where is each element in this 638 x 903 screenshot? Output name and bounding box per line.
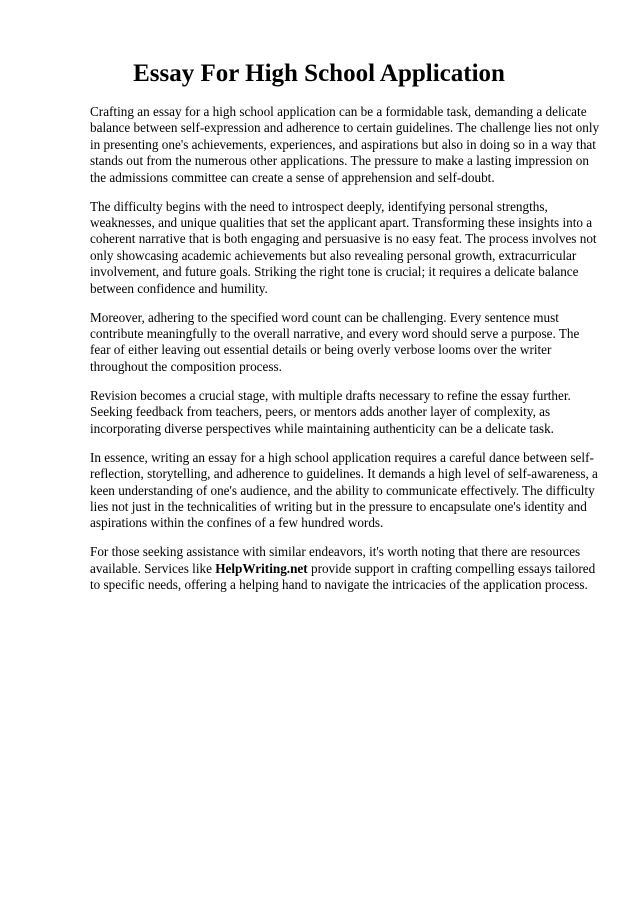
helpwriting-link[interactable]: HelpWriting.net [215, 560, 308, 576]
paragraph-revision: Revision becomes a crucial stage, with multiple drafts necessary to refine the essay further. Seeking feedback from teachers, peers, or mentors adds another layer of complexity, as incorporating diverse perspectives while maintaining authenticity can be a delicate task. [90, 387, 571, 436]
paragraph-introspection: The difficulty begins with the need to introspect deeply, identifying personal strengths, weaknesses, and unique qualities that set the applicant apart. Transforming these insights into a coherent narrative that is both engaging and persuasive is no easy feat. The process involves not only showcasing academic achievements but also revealing personal growth, extracurricular involvement, and future goals. Striking the right tone is crucial; it requires a delicate balance between confidence and humility. [90, 198, 597, 296]
essay-body [90, 104, 600, 606]
paragraph-intro: Crafting an essay for a high school application can be a formidable task, demanding a delicate balance between self-expression and adherence to certain guidelines. The challenge lies not only in presenting one's achievements, experiences, and aspirations but also in doing so in a way that stands out from the numerous other applications. The pressure to make a lasting impression on the admissions committee can create a sense of apprehension and self-doubt. [90, 104, 600, 185]
closing-text-before: For those seeking assistance with similar endeavors, it's worth noting that there are resources available. Services like [90, 544, 581, 576]
paragraph-conclusion: In essence, writing an essay for a high school application requires a careful dance between self-reflection, storytelling, and adherence to guidelines. It demands a high level of self-awareness, a keen understanding of one's audience, and the ability to communicate effectively. The difficulty lies not just in the technicalities of writing but in the pressure to encapsulate one's identity and aspirations within the confines of a few hundred words. [90, 449, 598, 531]
closing-text-after: provide support in crafting compelling essays tailored to specific needs, offering a helping hand to navigate the intricacies of the application process. [90, 560, 596, 593]
paragraph-closing [90, 544, 600, 593]
page-title: Essay For High School Application [133, 60, 505, 87]
paragraph-word-count: Moreover, adhering to the specified word count can be challenging. Every sentence must contribute meaningfully to the overall narrative, and every word should serve a purpose. The fear of either leaving out essential details or being overly verbose looms over the writer throughout the composition process. [90, 309, 580, 374]
